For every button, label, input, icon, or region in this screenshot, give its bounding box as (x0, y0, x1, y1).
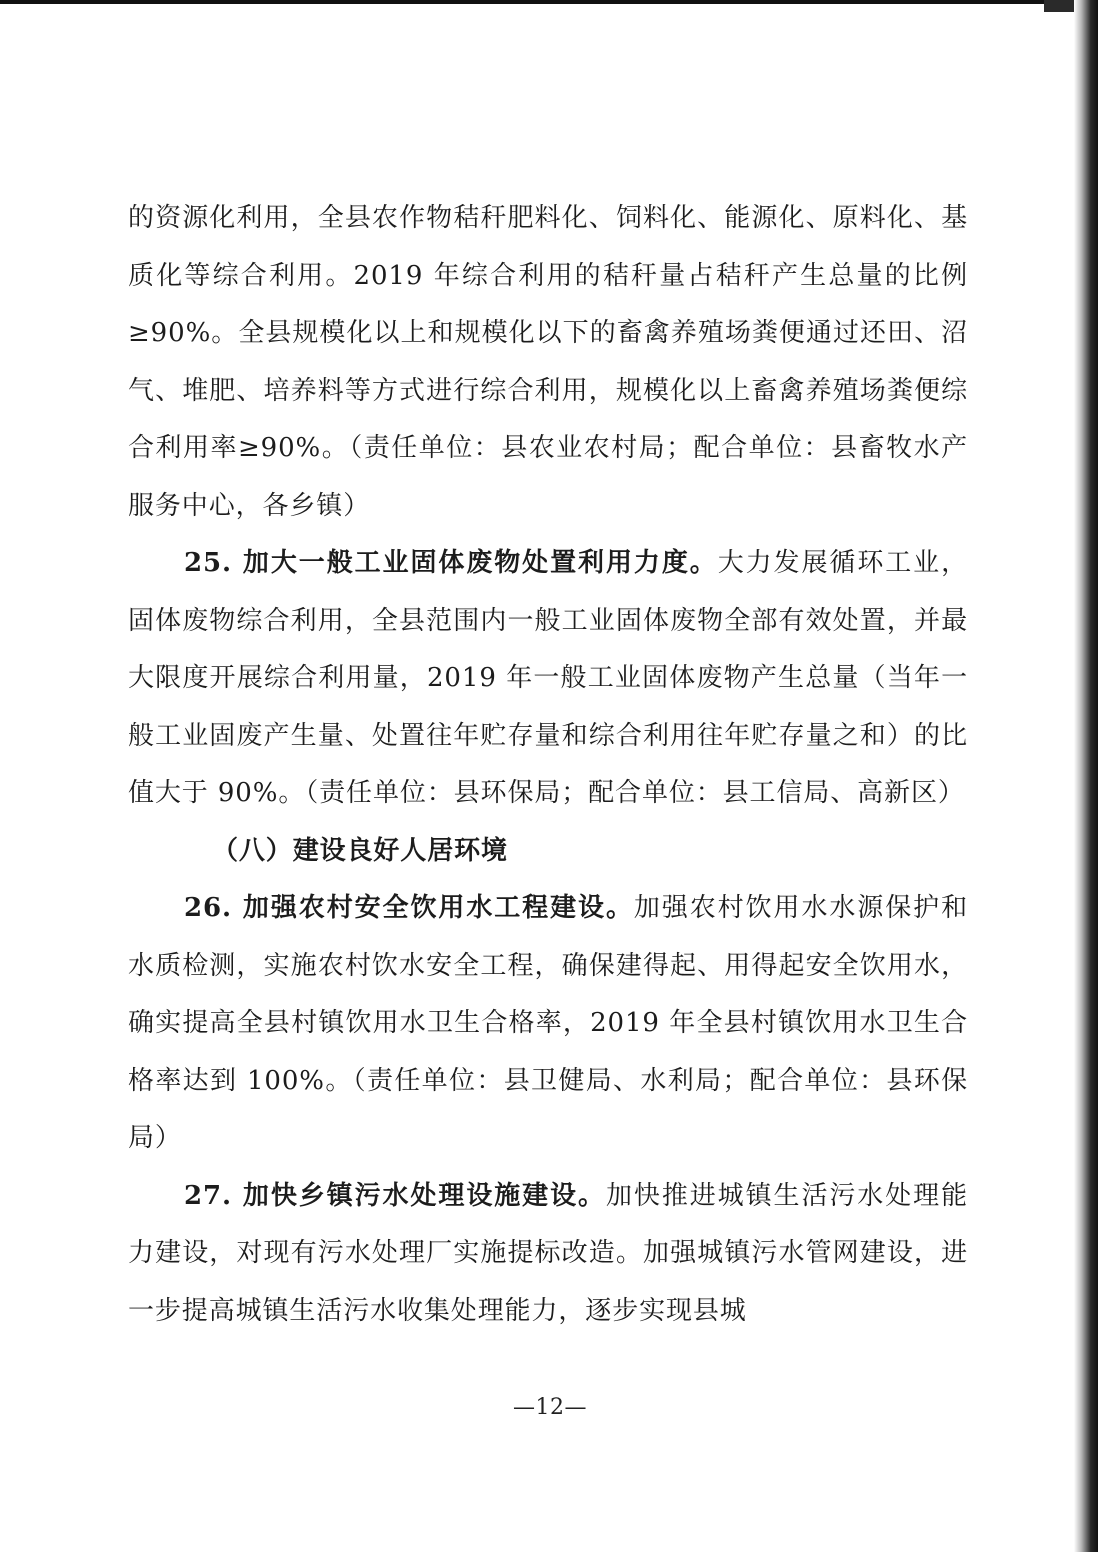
paragraph-text: 加快推进城镇生活污水处理能力建设，对现有污水处理厂实施提标改造。加强城镇污水管网建设，进一步提高城镇生活污水收集处理能力，逐步实现县城 (128, 1180, 968, 1326)
paragraph-item-26 (128, 880, 968, 1168)
item-title: 25. 加大一般工业固体废物处置利用力度。 (184, 548, 718, 578)
paragraph-continuation (128, 190, 968, 535)
paragraph-text: 大力发展循环工业，固体废物综合利用，全县范围内一般工业固体废物全部有效处置，并最大限度开展综合利用量，2019 年一般工业固体废物产生总量（当年一般工业固废产生量、处置往年贮存量和综合利用往年贮存量之和）的比值大于 90%。（责任单位：县环保局；配合单位：县工信局、高新区） (128, 548, 969, 808)
paragraph-text: 的资源化利用，全县农作物秸秆肥料化、饲料化、能源化、原料化、基质化等综合利用。2019 年综合利用的秸秆量占秸秆产生总量的比例≥90%。全县规模化以上和规模化以下的畜禽养殖场粪便通过还田、沼气、堆肥、培养料等方式进行综合利用，规模化以上畜禽养殖场粪便综合利用率≥90%。（责任单位：县农业农村局；配合单位：县畜牧水产服务中心，各乡镇） (128, 203, 968, 521)
scan-edge-corner (1044, 0, 1074, 12)
section-heading-text: （八）建设良好人居环境 (212, 835, 508, 866)
paragraph-item-25 (128, 535, 968, 823)
scan-edge-top (0, 0, 1060, 4)
page-number: —12— (513, 1395, 587, 1420)
document-body (128, 190, 968, 1340)
item-title: 26. 加强农村安全饮用水工程建设。 (184, 893, 634, 923)
scan-edge-right (1074, 0, 1098, 1552)
paragraph-item-27 (128, 1168, 968, 1341)
paragraph-text: 加强农村饮用水水源保护和水质检测，实施农村饮水安全工程，确保建得起、用得起安全饮用水，确实提高全县村镇饮用水卫生合格率，2019 年全县村镇饮用水卫生合格率达到 100%。（责任单位：县卫健局、水利局；配合单位：县环保局） (128, 893, 968, 1153)
item-title: 27. 加快乡镇污水处理设施建设。 (184, 1180, 606, 1211)
section-heading (128, 823, 968, 881)
